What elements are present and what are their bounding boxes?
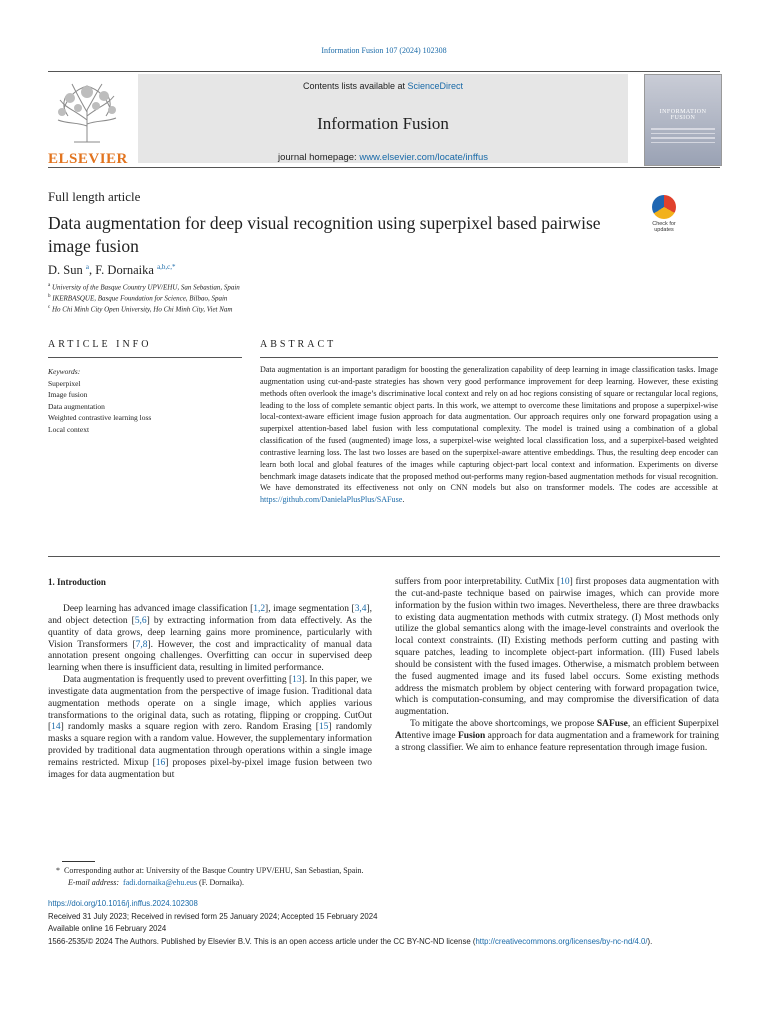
- method-name: SAFuse: [596, 719, 628, 730]
- homepage-link[interactable]: www.elsevier.com/locate/inffus: [359, 152, 488, 163]
- abstract-text: [260, 364, 718, 506]
- affil-text: IKERBASQUE, Basque Foundation for Science, Bilbao, Spain: [52, 294, 228, 303]
- author-sun-affil[interactable]: a: [85, 263, 89, 271]
- received-dates: Received 31 July 2023; Received in revised form 25 January 2024; Accepted 15 February 2024: [48, 912, 378, 921]
- citation-ref[interactable]: 16: [155, 757, 166, 768]
- paragraph: To mitigate the above shortcomings, we propose SAFuse, an efficient Superpixel Attentive image Fusion approach for data augmentation and a framework for training a strong classifier. We aim to enhance feature representation through image fusion.: [395, 719, 719, 753]
- footnote-email: E-mail address: fadi.dornaika@ehu.eus (F. Dornaika).: [68, 878, 244, 887]
- keyword: Data augmentation: [48, 401, 105, 411]
- contents-line: [138, 81, 628, 91]
- footnote-corresponding: * Corresponding author at: University of the Basque Country UPV/EHU, San Sebastian, Spain.: [56, 866, 364, 875]
- affiliation-a: [48, 283, 240, 291]
- affiliation-c: [48, 305, 232, 313]
- divider: [260, 357, 718, 358]
- check-updates-label: Check for updates: [652, 221, 676, 233]
- body-column-left: [48, 604, 372, 782]
- keywords-block: [48, 366, 151, 435]
- article-info-heading: ARTICLE INFO: [48, 339, 152, 350]
- affil-text: University of the Basque Country UPV/EHU, San Sebastian, Spain: [51, 283, 240, 292]
- abstract-body: Data augmentation is an important paradigm for boosting the generalization capability of deep learning in image classification tasks. Image augmentation using cut-and-paste strategies has shown very good performance improvement for deep learning. However, these existing methods often overlook the image’s discriminative local context and rely on ad hoc regions consisting of square or rectangular local regions, leading to the loss of complete semantic object parts. In this work, we attempt to overcome these limitations and propose a superpixel-wise local-context-aware efficient image fusion approach for data augmentation. Our approach requires only one forward propagation using a superpixel attention-based label fusion with less computational complexity. The model is trained using a combination of a global classification of the fused (augmented) image loss, a superpixel-wise weighted local classification loss, and a superpixel-based weighted contrastive learning loss. The last two losses are based on the superpixel-aware attentive embeddings. Thus, the resulting deep encoder can learn both local and global features of the images while capturing object-part local context and information. Experiments on diverse benchmark image datasets indicate that the proposed method out-performs many region-based augmentation methods for visual recognition. We have demonstrated its effectiveness not only on CNN models but also on transformer models. The codes are accessible at: [260, 365, 718, 493]
- affil-sup: c: [48, 305, 51, 310]
- journal-cover-image[interactable]: [644, 74, 722, 166]
- section-heading-introduction: 1. Introduction: [48, 577, 106, 587]
- homepage-line: [138, 152, 628, 163]
- keyword: Local context: [48, 424, 90, 434]
- citation-ref[interactable]: 14: [51, 722, 61, 733]
- keyword: Image fusion: [48, 390, 88, 399]
- affil-text: Ho Chi Minh City Open University, Ho Chi Minh City, Viet Nam: [51, 305, 233, 314]
- elsevier-tree-icon: [54, 80, 120, 144]
- journal-citation[interactable]: Information Fusion 107 (2024) 102308: [321, 46, 447, 55]
- check-for-updates-button[interactable]: [644, 195, 684, 233]
- abstract-heading: ABSTRACT: [260, 339, 337, 350]
- sciencedirect-link[interactable]: ScienceDirect: [407, 81, 464, 91]
- footnote-divider: [62, 861, 95, 862]
- elsevier-logo[interactable]: [48, 78, 128, 167]
- check-updates-icon: [652, 195, 676, 219]
- citation-ref[interactable]: 7,8: [135, 639, 148, 650]
- divider: [48, 556, 720, 557]
- author-dornaika[interactable]: F. Dornaika: [95, 263, 154, 278]
- affiliation-b: [48, 294, 227, 302]
- citation-ref[interactable]: 3,4: [354, 604, 367, 614]
- author-sun[interactable]: D. Sun: [48, 263, 83, 278]
- homepage-prefix: journal homepage:: [277, 152, 360, 163]
- code-link[interactable]: https://github.com/DanielaPlusPlus/SAFuse: [260, 495, 403, 505]
- journal-info-box: [138, 74, 628, 163]
- license-link[interactable]: http://creativecommons.org/licenses/by-nc-nd/4.0/: [475, 937, 648, 946]
- article-type: Full length article: [48, 189, 141, 204]
- author-dornaika-affil[interactable]: a,b,c,*: [157, 263, 176, 271]
- keywords-label: Keywords:: [48, 367, 81, 376]
- online-date: Available online 16 February 2024: [48, 924, 167, 933]
- keyword: Weighted contrastive learning loss: [48, 413, 152, 422]
- cover-decoration: [645, 125, 721, 146]
- paragraph: Deep learning has advanced image classification [1,2], image segmentation [3,4], and object detection [5,6] by extracting information from data effectively. As the quantity of data grows, deep learning gains more prominence, particularly with Vision Transformers [7,8]. However, the cost and impracticality of manual data annotation present ongoing challenges. Overfitting can occur in supervised deep learning when there is insufficient data, resulting in limited performance.: [48, 604, 372, 674]
- citation-ref[interactable]: 13: [292, 675, 302, 686]
- divider: [48, 357, 242, 358]
- journal-name: Information Fusion: [317, 114, 449, 133]
- affil-sup: a: [48, 283, 51, 288]
- contents-prefix: Contents lists available at: [302, 81, 408, 91]
- doi-link[interactable]: https://doi.org/10.1016/j.inffus.2024.102308: [48, 899, 198, 908]
- citation-ref[interactable]: 1,2: [253, 604, 266, 614]
- keyword: Superpixel: [48, 378, 81, 388]
- email-link[interactable]: fadi.dornaika@ehu.eus: [123, 878, 198, 887]
- author-list: D. Sun $^a$, F. Dornaika $^{a,b,c,*}$: [48, 263, 176, 278]
- publisher-name: ELSEVIER: [48, 151, 128, 167]
- cover-title: INFORMATION FUSION: [659, 109, 707, 121]
- abstract-end: .: [402, 495, 405, 505]
- citation-ref[interactable]: 15: [318, 722, 329, 733]
- citation-ref[interactable]: 10: [560, 577, 570, 587]
- body-column-right: [395, 577, 719, 755]
- citation-ref[interactable]: 5,6: [134, 615, 147, 626]
- article-title: Data augmentation for deep visual recognition using superpixel based pairwise image fusion: [48, 213, 601, 256]
- journal-header: [48, 71, 720, 168]
- paragraph: Data augmentation is frequently used to prevent overfitting [13]. In this paper, we investigate data augmentation from the perspective of image fusion. Traditional data augmentation methods operate on a single image, which applies various transformations to the original data, such as rotating, flipping or cropping. CutOut [14] randomly masks a square region with zero. Random Erasing [15] randomly masks a square region with a random value. However, the supplementary information provided by traditional data augmentation through operations within a single image remains restricted. Mixup [16] proposes pixel-by-pixel image fusion between two images for data augmentation but: [48, 675, 373, 780]
- license-statement: 1566-2535/© 2024 The Authors. Published by Elsevier B.V. This is an open access article under the CC BY-NC-ND license (http://creativecommons.org/licenses/by-nc-nd/4.0/).: [48, 937, 653, 946]
- affil-sup: b: [48, 294, 51, 299]
- paragraph: suffers from poor interpretability. CutMix [10] first proposes data augmentation with the cut-and-paste technique based on pairwise images, which can provide more information by the fusion within two images. Nevertheless, there are three drawbacks to existing data augmentation methods with cutmix strategy. (I) Most methods only utilize the global semantics along with the image-level constraints and overlook the local context constraints. (II) Existing methods perform cutting and pasting with square patches, leading to incomplete object-part information. (III) Fused labels should be consistent with the fused images. Otherwise, a mismatch problem between the fused augmented image and its fused label occurs. Some existing methods address the mismatch problem by object centering with forward propagation twice, which is computation-consuming, and may compromise the diversification of data augmentation.: [395, 577, 719, 718]
